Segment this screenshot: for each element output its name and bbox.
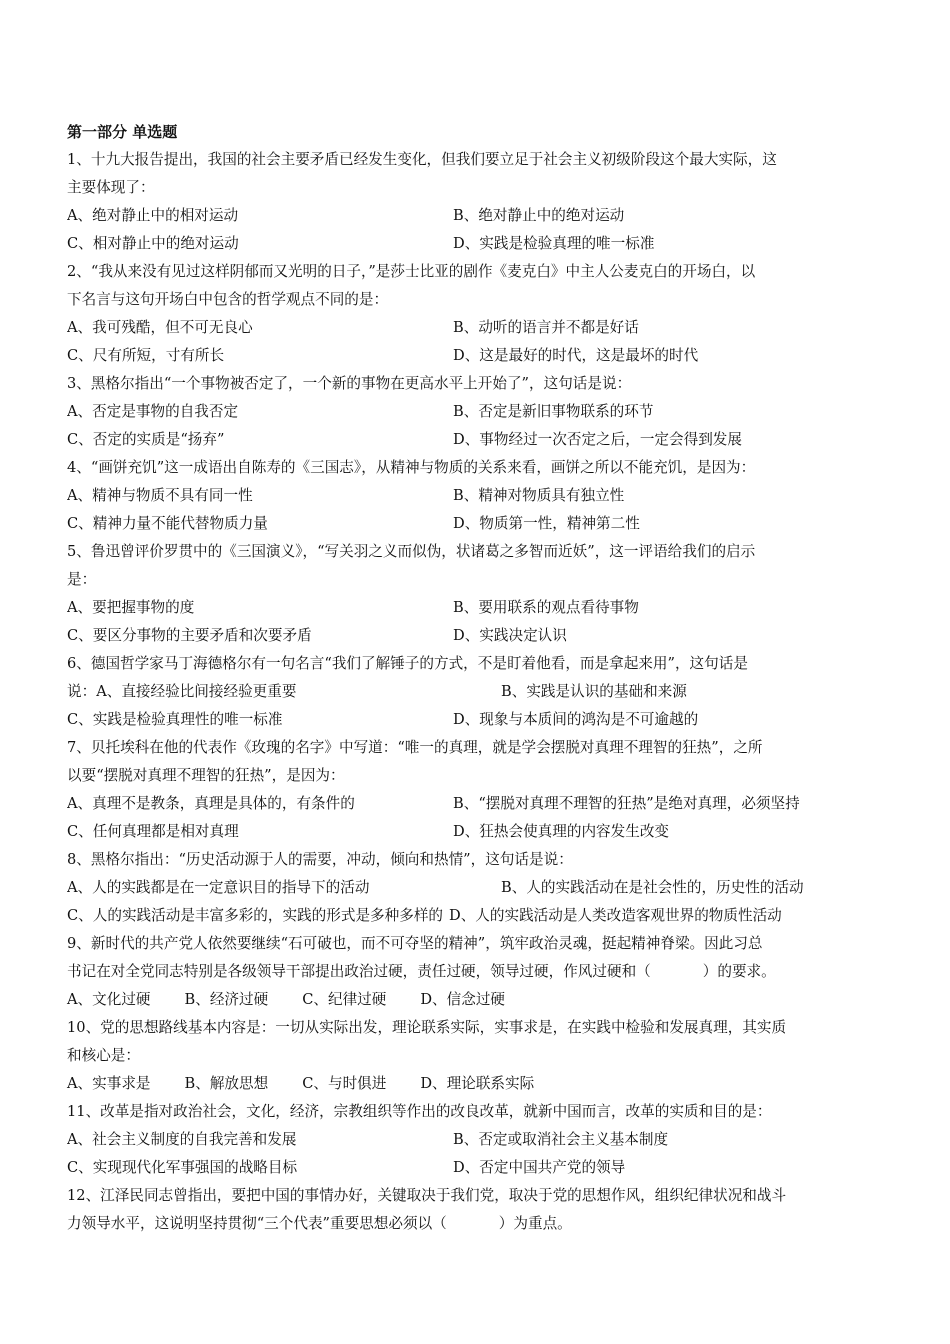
q8-options-row2 [67, 902, 885, 930]
q6-option-d: D、现象与本质间的鸿沟是不可逾越的 [453, 711, 699, 728]
q4-option-d: D、物质第一性，精神第二性 [453, 515, 640, 532]
q7-stem-line1: 7、贝托埃科在他的代表作《玫瑰的名字》中写道：“唯一的真理，就是学会摆脱对真理不理智的狂热”，之所 [67, 739, 763, 756]
q8-options-row1 [67, 874, 885, 902]
q9-stem-line2 [67, 958, 885, 986]
q7-option-c: C、任何真理都是相对真理 [67, 823, 239, 840]
q11-options-row1 [67, 1126, 885, 1154]
q10-stem-line1: 10、党的思想路线基本内容是：一切从实际出发，理论联系实际，实事求是，在实践中检验和发展真理，其实质 [67, 1019, 787, 1036]
q7-option-b: B、“摆脱对真理不理智的狂热”是绝对真理，必须坚持 [453, 795, 800, 812]
q1-options-row2 [67, 230, 885, 258]
q1-option-c: C、相对静止中的绝对运动 [67, 235, 239, 252]
q6-stem-line2 [67, 678, 885, 706]
q2-option-a: A、我可残酷，但不可无良心 [67, 319, 253, 336]
q1-option-b: B、绝对静止中的绝对运动 [453, 207, 625, 224]
q2-stem-line2: 下名言与这句开场白中包含的哲学观点不同的是： [67, 291, 389, 308]
q2-option-b: B、动听的语言并不都是好话 [453, 319, 639, 336]
q4-option-a: A、精神与物质不具有同一性 [67, 487, 253, 504]
q9-stem-line2-end: ）的要求。 [702, 963, 776, 980]
q7-stem-line2: 以要“摆脱对真理不理智的狂热”，是因为： [67, 767, 345, 784]
q8-option-a: A、人的实践都是在一定意识目的指导下的活动 [67, 879, 370, 896]
q4-stem-line1: 4、“画饼充饥”这一成语出自陈寿的《三国志》，从精神与物质的关系来看，画饼之所以不能充饥，是因为： [67, 459, 756, 476]
q2-options-row2 [67, 342, 885, 370]
q10-options-row [67, 1070, 885, 1098]
q3-option-a: A、否定是事物的自我否定 [67, 403, 239, 420]
q1-option-a: A、绝对静止中的相对运动 [67, 207, 239, 224]
q10-option-b: B、解放思想 [184, 1075, 269, 1092]
q3-option-b: B、否定是新旧事物联系的环节 [453, 403, 654, 420]
q5-stem-line2: 是： [67, 571, 97, 588]
q8-option-b: B、人的实践活动在是社会性的，历史性的活动 [501, 879, 804, 896]
q8-option-d: D、人的实践活动是人类改造客观世界的物质性活动 [449, 907, 782, 924]
q12-stem-line2-text: 力领导水平，这说明坚持贯彻“三个代表”重要思想必须以（ [67, 1215, 447, 1232]
q11-options-row2 [67, 1154, 885, 1182]
q8-option-c: C、人的实践活动是丰富多彩的，实践的形式是多种多样的 [67, 907, 444, 924]
q5-option-a: A、要把握事物的度 [67, 599, 195, 616]
q3-option-d: D、事物经过一次否定之后，一定会得到发展 [453, 431, 742, 448]
q4-option-c: C、精神力量不能代替物质力量 [67, 515, 268, 532]
q2-option-c: C、尺有所短，寸有所长 [67, 347, 225, 364]
q12-stem-line1: 12、江泽民同志曾指出，要把中国的事情办好，关键取决于我们党，取决于党的思想作风，组织纪律状况和战斗 [67, 1187, 787, 1204]
q1-option-d: D、实践是检验真理的唯一标准 [453, 235, 655, 252]
q11-option-a: A、社会主义制度的自我完善和发展 [67, 1131, 297, 1148]
q1-stem-line2: 主要体现了： [67, 179, 155, 196]
q7-option-a: A、真理不是教条，真理是具体的，有条件的 [67, 795, 355, 812]
q12-stem-line2-end: ）为重点。 [498, 1215, 572, 1232]
q11-option-b: B、否定或取消社会主义基本制度 [453, 1131, 669, 1148]
q2-stem-line1: 2、“我从来没有见过这样阴郁而又光明的日子，”是莎士比亚的剧作《麦克白》中主人公麦克白的开场白，以 [67, 263, 756, 280]
q3-stem-line1: 3、黑格尔指出“一个事物被否定了，一个新的事物在更高水平上开始了”，这句话是说： [67, 375, 632, 392]
q5-options-row1 [67, 594, 885, 622]
q4-option-b: B、精神对物质具有独立性 [453, 487, 625, 504]
q10-stem-line2: 和核心是： [67, 1047, 140, 1064]
q10-option-c: C、与时俱进 [302, 1075, 387, 1092]
q2-options-row1 [67, 314, 885, 342]
q11-option-d: D、否定中国共产党的领导 [453, 1159, 626, 1176]
q10-option-d: D、理论联系实际 [420, 1075, 535, 1092]
q5-option-d: D、实践决定认识 [453, 627, 567, 644]
q3-option-c: C、否定的实质是“扬弃” [67, 431, 225, 448]
q12-stem-line2 [67, 1210, 885, 1238]
q9-option-a: A、文化过硬 [67, 991, 151, 1008]
q7-options-row2 [67, 818, 885, 846]
q10-option-a: A、实事求是 [67, 1075, 151, 1092]
q3-options-row2 [67, 426, 885, 454]
q9-stem-line2-text: 书记在对全党同志特别是各级领导干部提出政治过硬，责任过硬，领导过硬，作风过硬和（ [67, 963, 651, 980]
q9-stem-line1: 9、新时代的共产党人依然要继续“石可破也，而不可夺坚的精神”，筑牢政治灵魂，挺起精神脊梁。因此习总 [67, 935, 763, 952]
q1-options-row1 [67, 202, 885, 230]
q5-stem-line1: 5、鲁迅曾评价罗贯中的《三国演义》，“写关羽之义而似伪，状诸葛之多智而近妖”，这一评语给我们的启示 [67, 543, 756, 560]
q4-options-row1 [67, 482, 885, 510]
q6-stem-with-option-a: 说：A、直接经验比间接经验更重要 [67, 683, 297, 700]
q6-stem-line1: 6、德国哲学家马丁海德格尔有一句名言“我们了解锤子的方式，不是盯着他看，而是拿起来用”，这句话是 [67, 655, 748, 672]
q3-options-row1 [67, 398, 885, 426]
section-title: 第一部分 单选题 [67, 123, 178, 141]
q6-option-b: B、实践是认识的基础和来源 [501, 683, 687, 700]
q5-options-row2 [67, 622, 885, 650]
q9-options-row [67, 986, 885, 1014]
q7-options-row1 [67, 790, 885, 818]
q4-options-row2 [67, 510, 885, 538]
q6-option-c: C、实践是检验真理性的唯一标准 [67, 711, 283, 728]
exam-page [67, 118, 885, 1238]
q9-option-d: D、信念过硬 [420, 991, 506, 1008]
q11-stem-line1: 11、改革是指对政治社会，文化，经济，宗教组织等作出的改良改革，就新中国而言，改革的实质和目的是： [67, 1103, 772, 1120]
q2-option-d: D、这是最好的时代，这是最坏的时代 [453, 347, 699, 364]
q8-stem-line1: 8、黑格尔指出：“历史活动源于人的需要，冲动，倾向和热情”，这句话是说： [67, 851, 573, 868]
q9-option-c: C、纪律过硬 [302, 991, 387, 1008]
q7-option-d: D、狂热会使真理的内容发生改变 [453, 823, 670, 840]
q6-options-row2 [67, 706, 885, 734]
q11-option-c: C、实现现代化军事强国的战略目标 [67, 1159, 298, 1176]
q5-option-b: B、要用联系的观点看待事物 [453, 599, 639, 616]
q5-option-c: C、要区分事物的主要矛盾和次要矛盾 [67, 627, 312, 644]
q9-option-b: B、经济过硬 [184, 991, 269, 1008]
q1-stem-line1: 1、十九大报告提出，我国的社会主要矛盾已经发生变化，但我们要立足于社会主义初级阶段这个最大实际，这 [67, 151, 777, 168]
